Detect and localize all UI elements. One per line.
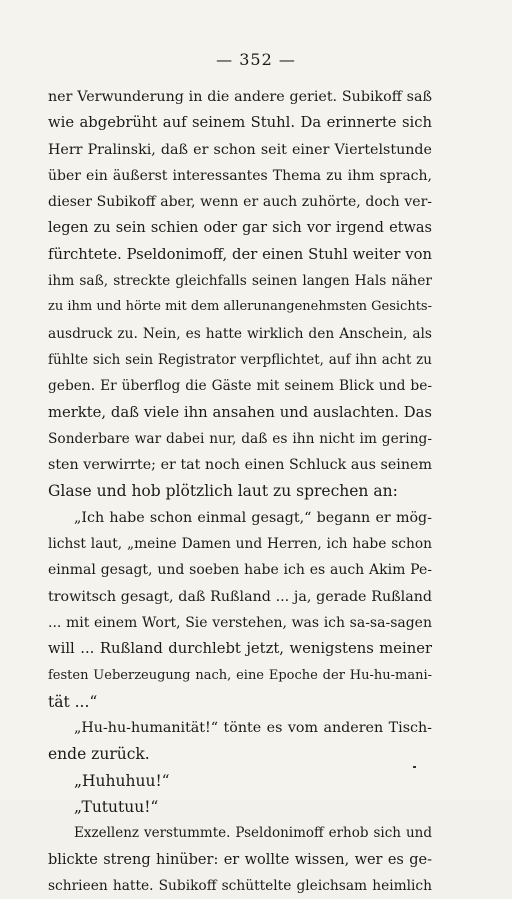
text-line: ner Verwunderung in die andere geriet. Subikoff saß [48, 89, 432, 105]
text-line: tät ...“ [48, 692, 98, 711]
text-line: „Tututuu!“ [74, 798, 159, 817]
text-line: „Ich habe schon einmal gesagt,“ begann er mög- [74, 509, 432, 526]
text-line: dieser Subikoff aber, wenn er auch zuhörte, doch ver- [48, 194, 432, 211]
body-text [48, 84, 432, 899]
text-line: Sonderbare war dabei nur, daß es ihn nicht im gering- [48, 430, 432, 447]
text-line: ende zurück. [48, 745, 150, 764]
text-line: über ein äußerst interessantes Thema zu ihm sprach, [48, 167, 432, 184]
text-line: Exzellenz verstummte. Pseldonimoff erhob sich und [74, 825, 432, 842]
text-line: ... mit einem Wort, Sie verstehen, was ich sa-sa-sagen [48, 614, 432, 631]
text-line: geben. Er überflog die Gäste mit seinem Blick und be- [48, 378, 432, 395]
text-line: legen zu sein schien oder gar sich vor irgend etwas [48, 220, 432, 237]
text-line: „Hu-hu-humanität!“ tönte es vom anderen Tisch- [74, 720, 432, 737]
text-line: Glase und hob plötzlich laut zu sprechen an: [48, 482, 398, 501]
text-line: merkte, daß viele ihn ansahen und auslachten. Das [48, 403, 432, 421]
text-line: zu ihm und hörte mit dem allerunangenehmsten Gesichts- [48, 299, 432, 315]
text-line: fühlte sich sein Registrator verpflichtet, auf ihn acht zu [48, 351, 432, 368]
text-line: schrieen hatte. Subikoff schüttelte gleichsam heimlich [48, 877, 432, 894]
text-line: Herr Pralinski, daß er schon seit einer Viertelstunde [48, 141, 432, 158]
text-line: ausdruck zu. Nein, es hatte wirklich den Anschein, als [48, 325, 432, 342]
text-line: festen Ueberzeugung nach, eine Epoche der Hu-hu-mani- [48, 667, 432, 683]
text-line: einmal gesagt, und soeben habe ich es auch Akim Pe- [48, 562, 432, 579]
text-line: ihm saß, streckte gleichfalls seinen langen Hals näher [48, 273, 432, 290]
page-number: — 352 — [216, 50, 296, 69]
text-line: blickte streng hinüber: er wollte wissen, wer es ge- [48, 851, 432, 868]
text-line: fürchtete. Pseldonimoff, der einen Stuhl weiter von [48, 245, 432, 263]
text-line: trowitsch gesagt, daß Rußland ... ja, gerade Rußland [48, 588, 432, 605]
text-line: „Huhuhuu!“ [74, 771, 170, 790]
text-line: will ... Rußland durchlebt jetzt, wenigstens meiner [48, 640, 432, 658]
text-line: wie abgebrüht auf seinem Stuhl. Da erinnerte sich [48, 114, 432, 132]
text-line: lichst laut, „meine Damen und Herren, ich habe schon [48, 536, 432, 553]
text-line: sten verwirrte; er tat noch einen Schluck aus seinem [48, 457, 432, 474]
print-speck [413, 766, 416, 768]
